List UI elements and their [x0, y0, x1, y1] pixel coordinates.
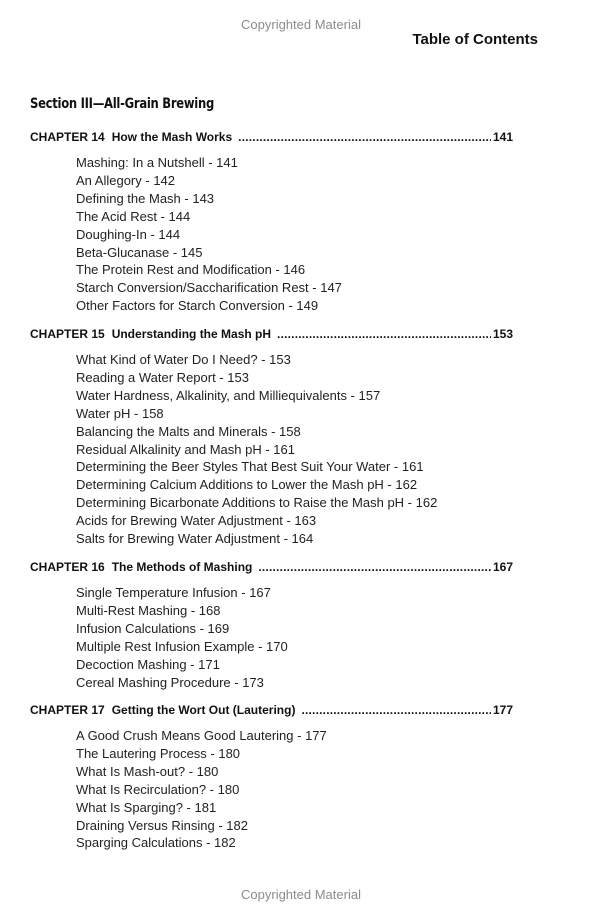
- chapter-17-block: [30, 703, 513, 852]
- section-title: Section III—All-Grain Brewing: [30, 96, 214, 112]
- toc-entry[interactable]: Water Hardness, Alkalinity, and Milliequivalents - 157: [76, 387, 381, 403]
- toc-entry[interactable]: Beta-Glucanase - 145: [76, 244, 203, 260]
- watermark-bottom: Copyrighted Material: [241, 887, 361, 902]
- toc-entry[interactable]: Cereal Mashing Procedure - 173: [76, 674, 264, 690]
- toc-entry[interactable]: Acids for Brewing Water Adjustment - 163: [76, 513, 317, 529]
- chapter-number: CHAPTER 17: [30, 703, 105, 717]
- chapter-title: Getting the Wort Out (Lautering): [111, 703, 296, 717]
- chapter-title: How the Mash Works: [111, 130, 233, 144]
- chapter-page-number: 153: [492, 327, 513, 341]
- chapter-16-block: [30, 560, 513, 691]
- chapter-heading[interactable]: [30, 703, 513, 721]
- toc-entry[interactable]: What Is Sparging? - 181: [76, 799, 217, 815]
- toc-entry[interactable]: Multi-Rest Mashing - 168: [76, 602, 221, 618]
- chapter-heading[interactable]: [30, 327, 513, 345]
- toc-entry[interactable]: A Good Crush Means Good Lautering - 177: [76, 728, 327, 743]
- toc-entry[interactable]: Water pH - 158: [76, 405, 164, 421]
- toc-entry[interactable]: Residual Alkalinity and Mash pH - 161: [76, 441, 295, 457]
- chapter-page-number: 177: [492, 703, 513, 717]
- chapter-number: CHAPTER 16: [30, 560, 105, 574]
- chapter-number: CHAPTER 15: [30, 327, 105, 341]
- toc-entry[interactable]: Salts for Brewing Water Adjustment - 164: [76, 531, 314, 547]
- toc-entry[interactable]: Defining the Mash - 143: [76, 190, 215, 206]
- toc-entry[interactable]: What Is Mash-out? - 180: [76, 763, 219, 779]
- chapter-heading[interactable]: [30, 130, 513, 148]
- toc-entry[interactable]: Multiple Rest Infusion Example - 170: [76, 638, 288, 654]
- dot-leader: [301, 703, 491, 717]
- toc-entry[interactable]: Starch Conversion/Saccharification Rest - 147: [76, 280, 342, 296]
- toc-entry[interactable]: The Protein Rest and Modification - 146: [76, 262, 306, 278]
- toc-entry[interactable]: Balancing the Malts and Minerals - 158: [76, 423, 301, 439]
- toc-entry[interactable]: Determining Bicarbonate Additions to Raise the Mash pH - 162: [76, 495, 438, 511]
- toc-entry[interactable]: An Allegory - 142: [76, 172, 176, 188]
- toc-entry[interactable]: The Acid Rest - 144: [76, 208, 191, 224]
- toc-entry[interactable]: Other Factors for Starch Conversion - 149: [76, 298, 319, 314]
- toc-entry[interactable]: Mashing: In a Nutshell - 141: [76, 155, 238, 170]
- entry-list: [30, 154, 513, 315]
- toc-entry[interactable]: Reading a Water Report - 153: [76, 369, 249, 385]
- entry-list: [30, 584, 513, 691]
- toc-entry[interactable]: Decoction Mashing - 171: [76, 656, 220, 672]
- toc-entry[interactable]: Infusion Calculations - 169: [76, 620, 230, 636]
- toc-entry[interactable]: Determining the Beer Styles That Best Suit Your Water - 161: [76, 459, 424, 475]
- chapter-heading[interactable]: [30, 560, 513, 578]
- chapter-title: Understanding the Mash pH: [111, 327, 272, 341]
- toc-entry[interactable]: Sparging Calculations - 182: [76, 835, 236, 851]
- chapter-title: The Methods of Mashing: [111, 560, 253, 574]
- watermark-top: Copyrighted Material: [241, 17, 361, 32]
- dot-leader: [277, 327, 491, 341]
- entry-list: [30, 351, 513, 548]
- toc-entry[interactable]: Determining Calcium Additions to Lower the Mash pH - 162: [76, 477, 418, 493]
- running-head: Table of Contents: [412, 31, 538, 48]
- toc-entry[interactable]: Doughing-In - 144: [76, 226, 181, 242]
- toc-entry[interactable]: The Lautering Process - 180: [76, 745, 241, 761]
- chapter-page-number: 141: [492, 130, 513, 144]
- dot-leader: [238, 130, 491, 144]
- toc-entry[interactable]: Single Temperature Infusion - 167: [76, 585, 271, 600]
- toc-entry[interactable]: What Kind of Water Do I Need? - 153: [76, 352, 291, 367]
- toc-entry[interactable]: Draining Versus Rinsing - 182: [76, 817, 248, 833]
- chapter-number: CHAPTER 14: [30, 130, 105, 144]
- chapter-15-block: [30, 327, 513, 548]
- entry-list: [30, 727, 513, 852]
- chapter-14-block: [30, 130, 513, 315]
- dot-leader: [258, 560, 491, 574]
- chapter-page-number: 167: [492, 560, 513, 574]
- toc-entry[interactable]: What Is Recirculation? - 180: [76, 781, 240, 797]
